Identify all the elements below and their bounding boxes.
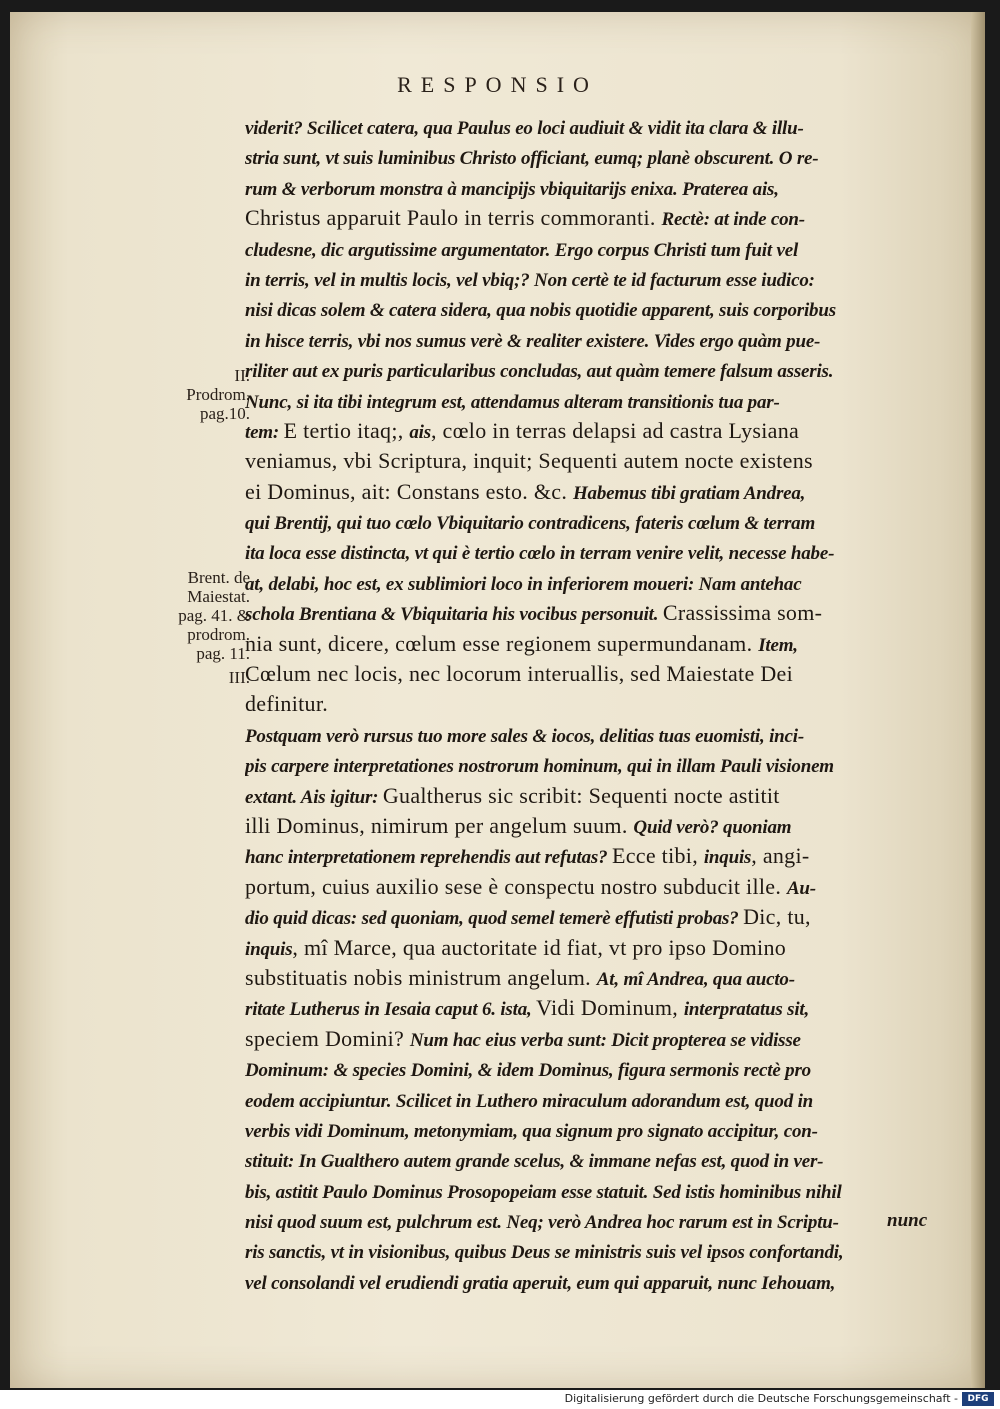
roman-segment: Gualtherus sic scribit: Sequenti nocte astitit xyxy=(382,782,780,808)
text-line xyxy=(245,1145,945,1175)
italic-segment: nisi dicas solem & catera sidera, qua nobis quotidie apparent, suis corporibus xyxy=(245,300,836,322)
text-line xyxy=(245,811,945,841)
italic-segment: Au- xyxy=(786,877,816,899)
text-line xyxy=(245,1054,945,1084)
italic-segment: in terris, vel in multis locis, vel vbiq;? Non certè te id facturum esse iudico: xyxy=(245,269,815,291)
italic-segment: in hisce terris, vbi nos sumus verè & realiter existere. Vides ergo quàm pue- xyxy=(245,330,821,352)
italic-segment: bis, astitit Paulo Dominus Prosopopeiam esse statuit. Sed istis hominibus nihil xyxy=(245,1181,842,1203)
text-line xyxy=(245,720,945,750)
footer-bar xyxy=(0,1390,1000,1409)
roman-segment: , mî Marce, qua auctoritate id fiat, vt pro ipso Domino xyxy=(292,934,787,960)
italic-segment: tem: xyxy=(245,421,284,443)
text-line xyxy=(245,993,945,1023)
italic-segment: schola Brentiana & Vbiquitaria his vocibus personuit. xyxy=(245,604,663,626)
roman-segment: Ecce tibi, xyxy=(611,843,704,869)
text-line xyxy=(245,872,945,902)
italic-segment: inquis xyxy=(703,847,752,869)
roman-segment: Cœlum nec locis, nec locorum interuallis, sed Maiestate Dei xyxy=(245,661,793,687)
text-line xyxy=(245,355,945,385)
italic-segment: Dominum: & species Domini, & idem Dominus, figura sermonis rectè pro xyxy=(245,1060,811,1082)
roman-segment: definitur. xyxy=(245,691,329,717)
text-line xyxy=(245,446,945,476)
italic-segment: pis carpere interpretationes nostrorum hominum, qui in illam Pauli visionem xyxy=(245,756,834,778)
margin-note-line: III. xyxy=(228,668,250,687)
page-edge xyxy=(971,12,985,1388)
text-line xyxy=(245,1085,945,1115)
book-page xyxy=(10,12,985,1388)
italic-segment: Item, xyxy=(758,634,798,656)
text-line xyxy=(245,203,945,233)
text-line xyxy=(245,902,945,932)
text-line xyxy=(245,659,945,689)
roman-segment: Dic, tu, xyxy=(743,904,811,930)
text-line xyxy=(245,1267,945,1297)
italic-segment: ita loca esse distincta, vt qui è tertio cœlo in terram venire velit, necesse habe- xyxy=(245,543,835,565)
roman-segment: ei Dominus, ait: Constans esto. &c. xyxy=(245,478,573,504)
roman-segment: nia sunt, dicere, cœlum esse regionem supermundanam. xyxy=(245,630,759,656)
text-line xyxy=(245,841,945,871)
italic-segment: Nunc, si ita tibi integrum est, attendamus alteram transitionis tua par- xyxy=(245,391,780,413)
text-line xyxy=(245,416,945,446)
dfg-logo: DFG xyxy=(962,1392,994,1406)
text-line xyxy=(245,568,945,598)
italic-segment: hanc interpretationem reprehendis aut refutas? xyxy=(245,847,612,869)
margin-note-line: pag. 11. xyxy=(196,644,250,663)
italic-segment: viderit? Scilicet catera, qua Paulus eo loci audiuit & vidit ita clara & illu- xyxy=(245,118,804,139)
roman-segment: portum, cuius auxilio sese è conspectu nostro subducit ille. xyxy=(245,873,787,899)
italic-segment: ritate Lutherus in Iesaia caput 6. ista, xyxy=(245,999,537,1021)
italic-segment: ris sanctis, vt in visionibus, quibus Deus se ministris suis vel ipsos confortandi, xyxy=(245,1242,844,1264)
italic-segment: cludesne, dic argutissime argumentator. Ergo corpus Christi tum fuit vel xyxy=(245,239,799,261)
italic-segment: Num hac eius verba sunt: Dicit propterea se vidisse xyxy=(409,1029,801,1051)
roman-segment: speciem Domini? xyxy=(245,1025,410,1051)
roman-segment: Vidi Dominum, xyxy=(536,995,684,1021)
italic-segment: Rectè: at inde con- xyxy=(661,209,805,231)
italic-segment: nisi quod suum est, pulchrum est. Neq; verò Andrea hoc rarum est in Scriptu- xyxy=(245,1212,839,1234)
italic-segment: vel consolandi vel erudiendi gratia aperuit, eum qui apparuit, nunc Iehouam, xyxy=(245,1272,836,1294)
italic-segment: qui Brentij, qui tuo cœlo Vbiquitario contradicens, fateris cœlum & terram xyxy=(245,513,816,535)
text-line xyxy=(245,325,945,355)
text-line xyxy=(245,1206,945,1236)
margin-note-line: Maiestat. xyxy=(187,587,250,606)
text-line xyxy=(245,1236,945,1266)
text-line xyxy=(245,629,945,659)
text-line xyxy=(245,386,945,416)
roman-segment: substituatis nobis ministrum angelum. xyxy=(245,964,597,990)
margin-note-line: prodrom. xyxy=(187,625,250,644)
text-line xyxy=(245,598,945,628)
roman-segment: , angi- xyxy=(751,843,810,869)
text-line xyxy=(245,173,945,203)
text-line xyxy=(245,963,945,993)
margin-note xyxy=(150,668,250,687)
text-line xyxy=(245,234,945,264)
italic-segment: verbis vidi Dominum, metonymiam, qua signum pro signato accipitur, con- xyxy=(245,1120,818,1142)
margin-note-line: II. xyxy=(234,366,250,385)
roman-segment: Crassissima som- xyxy=(662,600,823,626)
italic-segment: At, mî Andrea, qua aucto- xyxy=(596,968,795,990)
text-line xyxy=(245,1176,945,1206)
roman-segment: Christus apparuit Paulo in terris commoranti. xyxy=(245,205,662,231)
italic-segment: Quid verò? quoniam xyxy=(633,816,792,838)
margin-note-line: Brent. de xyxy=(187,568,250,587)
text-line xyxy=(245,507,945,537)
margin-note xyxy=(150,366,250,423)
text-line xyxy=(245,142,945,172)
italic-segment: at, delabi, hoc est, ex sublimiori loco in inferiorem moueri: Nam antehac xyxy=(245,573,802,595)
italic-segment: inquis xyxy=(245,938,293,960)
italic-segment: ais xyxy=(409,421,431,443)
italic-segment: dio quid dicas: sed quoniam, quod semel temerè effutisti probas? xyxy=(245,908,744,930)
text-line xyxy=(245,1024,945,1054)
roman-segment: E tertio itaq;, xyxy=(283,417,410,443)
roman-segment: , cœlo in terras delapsi ad castra Lysiana xyxy=(430,417,800,443)
text-line xyxy=(245,112,945,142)
italic-segment: Postquam verò rursus tuo more sales & iocos, delitias tuas euomisti, inci- xyxy=(245,725,804,747)
margin-note-line: Prodrom. xyxy=(186,385,250,404)
italic-segment: extant. Ais igitur: xyxy=(245,786,383,808)
roman-segment: illi Dominus, nimirum per angelum suum. xyxy=(245,812,634,838)
italic-segment: Habemus tibi gratiam Andrea, xyxy=(572,482,806,504)
italic-segment: eodem accipiuntur. Scilicet in Luthero miraculum adorandum est, quod in xyxy=(245,1090,814,1112)
margin-note-line: pag.10. xyxy=(199,404,250,423)
body-text xyxy=(245,112,945,1297)
italic-segment: riliter aut ex puris particularibus concludas, aut quàm temere falsum asseris. xyxy=(245,361,834,383)
text-line xyxy=(245,933,945,963)
text-line xyxy=(245,477,945,507)
funding-notice: Digitalisierung gefördert durch die Deutsche Forschungsgemeinschaft - xyxy=(564,1392,958,1405)
text-line xyxy=(245,689,945,719)
margin-note-line: pag. 41. & xyxy=(178,606,250,625)
catchword: nunc xyxy=(887,1210,928,1231)
text-line xyxy=(245,537,945,567)
italic-segment: stituit: In Gualthero autem grande scelus, & immane nefas est, quod in ver- xyxy=(245,1151,824,1173)
text-line xyxy=(245,781,945,811)
margin-note xyxy=(150,568,250,663)
text-line xyxy=(245,1115,945,1145)
running-header: RESPONSIO xyxy=(397,72,598,97)
italic-segment: rum & verborum monstra à mancipijs vbiquitarijs enixa. Praterea ais, xyxy=(245,178,779,200)
roman-segment: veniamus, vbi Scriptura, inquit; Sequenti autem nocte existens xyxy=(245,448,813,474)
italic-segment: stria sunt, vt suis luminibus Christo officiant, eumq; planè obscurent. O re- xyxy=(245,148,819,170)
italic-segment: interpratatus sit, xyxy=(683,999,810,1021)
text-line xyxy=(245,294,945,324)
text-line xyxy=(245,750,945,780)
text-line xyxy=(245,264,945,294)
